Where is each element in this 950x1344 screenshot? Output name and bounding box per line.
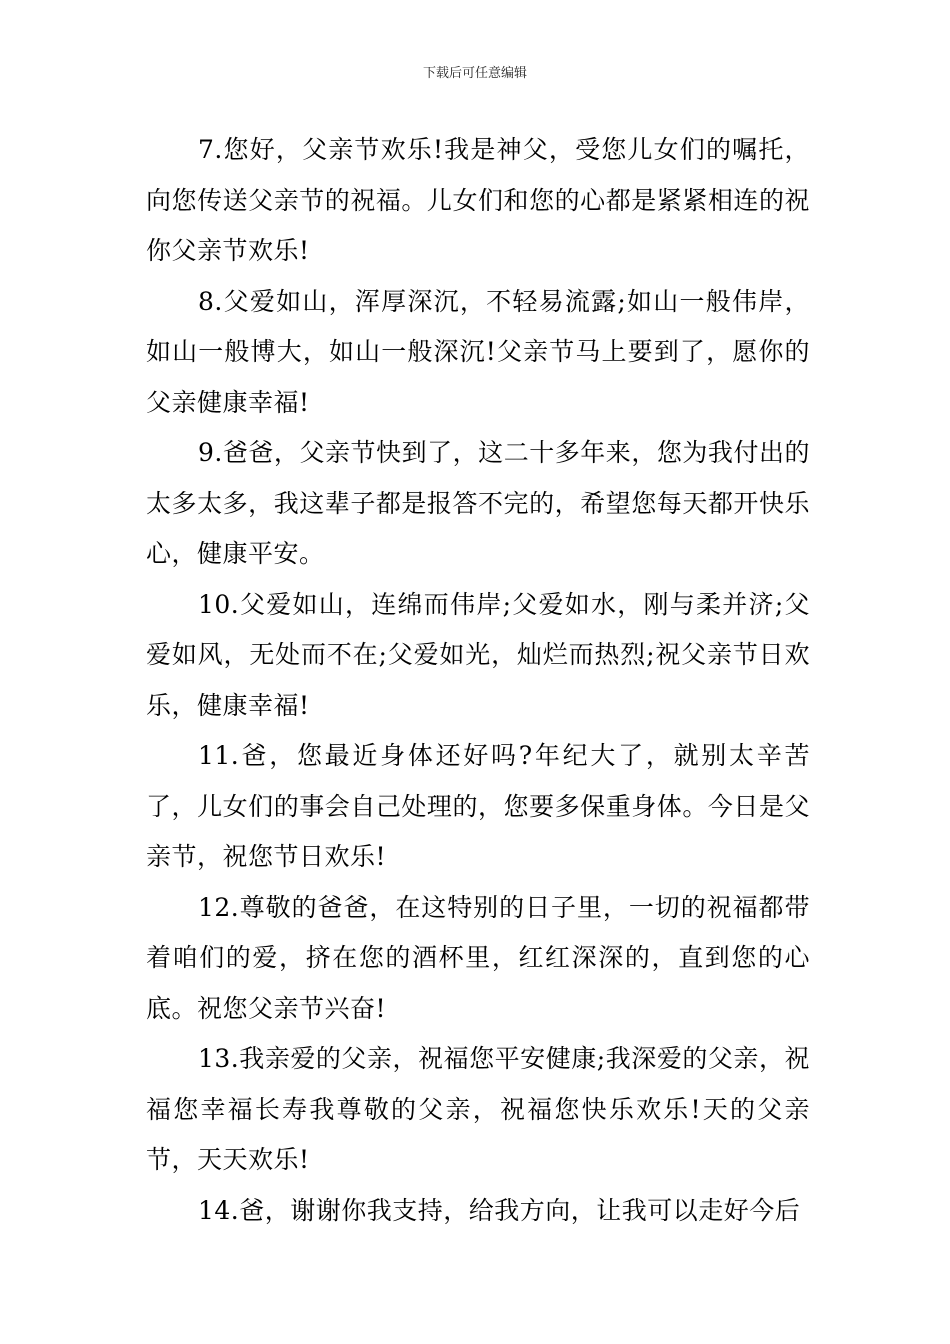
paragraph-11: 11.爸，您最近身体还好吗?年纪大了，就别太辛苦了，儿女们的事会自己处理的，您要多保重身体。今日是父亲节，祝您节日欢乐! xyxy=(146,741,810,871)
paragraph-7: 7.您好，父亲节欢乐!我是神父，受您儿女们的嘱托，向您传送父亲节的祝福。儿女们和您的心都是紧紧相连的祝你父亲节欢乐! xyxy=(146,135,810,265)
paragraph-12: 12.尊敬的爸爸，在这特别的日子里，一切的祝福都带着咱们的爱，挤在您的酒杯里，红红深深的，直到您的心底。祝您父亲节兴奋! xyxy=(146,892,810,1023)
paragraph-9: 9.爸爸，父亲节快到了，这二十多年来，您为我付出的太多太多，我这辈子都是报答不完的，希望您每天都开快乐心，健康平安。 xyxy=(146,438,810,568)
paragraph-13: 13.我亲爱的父亲，祝福您平安健康;我深爱的父亲，祝福您幸福长寿我尊敬的父亲，祝福您快乐欢乐!天的父亲节，天天欢乐! xyxy=(146,1044,810,1174)
document-body xyxy=(146,125,810,1236)
paragraph-10: 10.父爱如山，连绵而伟岸;父爱如水，刚与柔并济;父爱如风，无处而不在;父爱如光，灿烂而热烈;祝父亲节日欢乐，健康幸福! xyxy=(146,589,810,720)
page-header-note: 下载后可任意编辑 xyxy=(422,66,527,81)
paragraph-14: 14.爸，谢谢你我支持，给我方向，让我可以走好今后 xyxy=(198,1195,801,1225)
paragraph-8: 8.父爱如山，浑厚深沉，不轻易流露;如山一般伟岸，如山一般博大，如山一般深沉!父亲节马上要到了，愿你的父亲健康幸福! xyxy=(146,286,810,417)
